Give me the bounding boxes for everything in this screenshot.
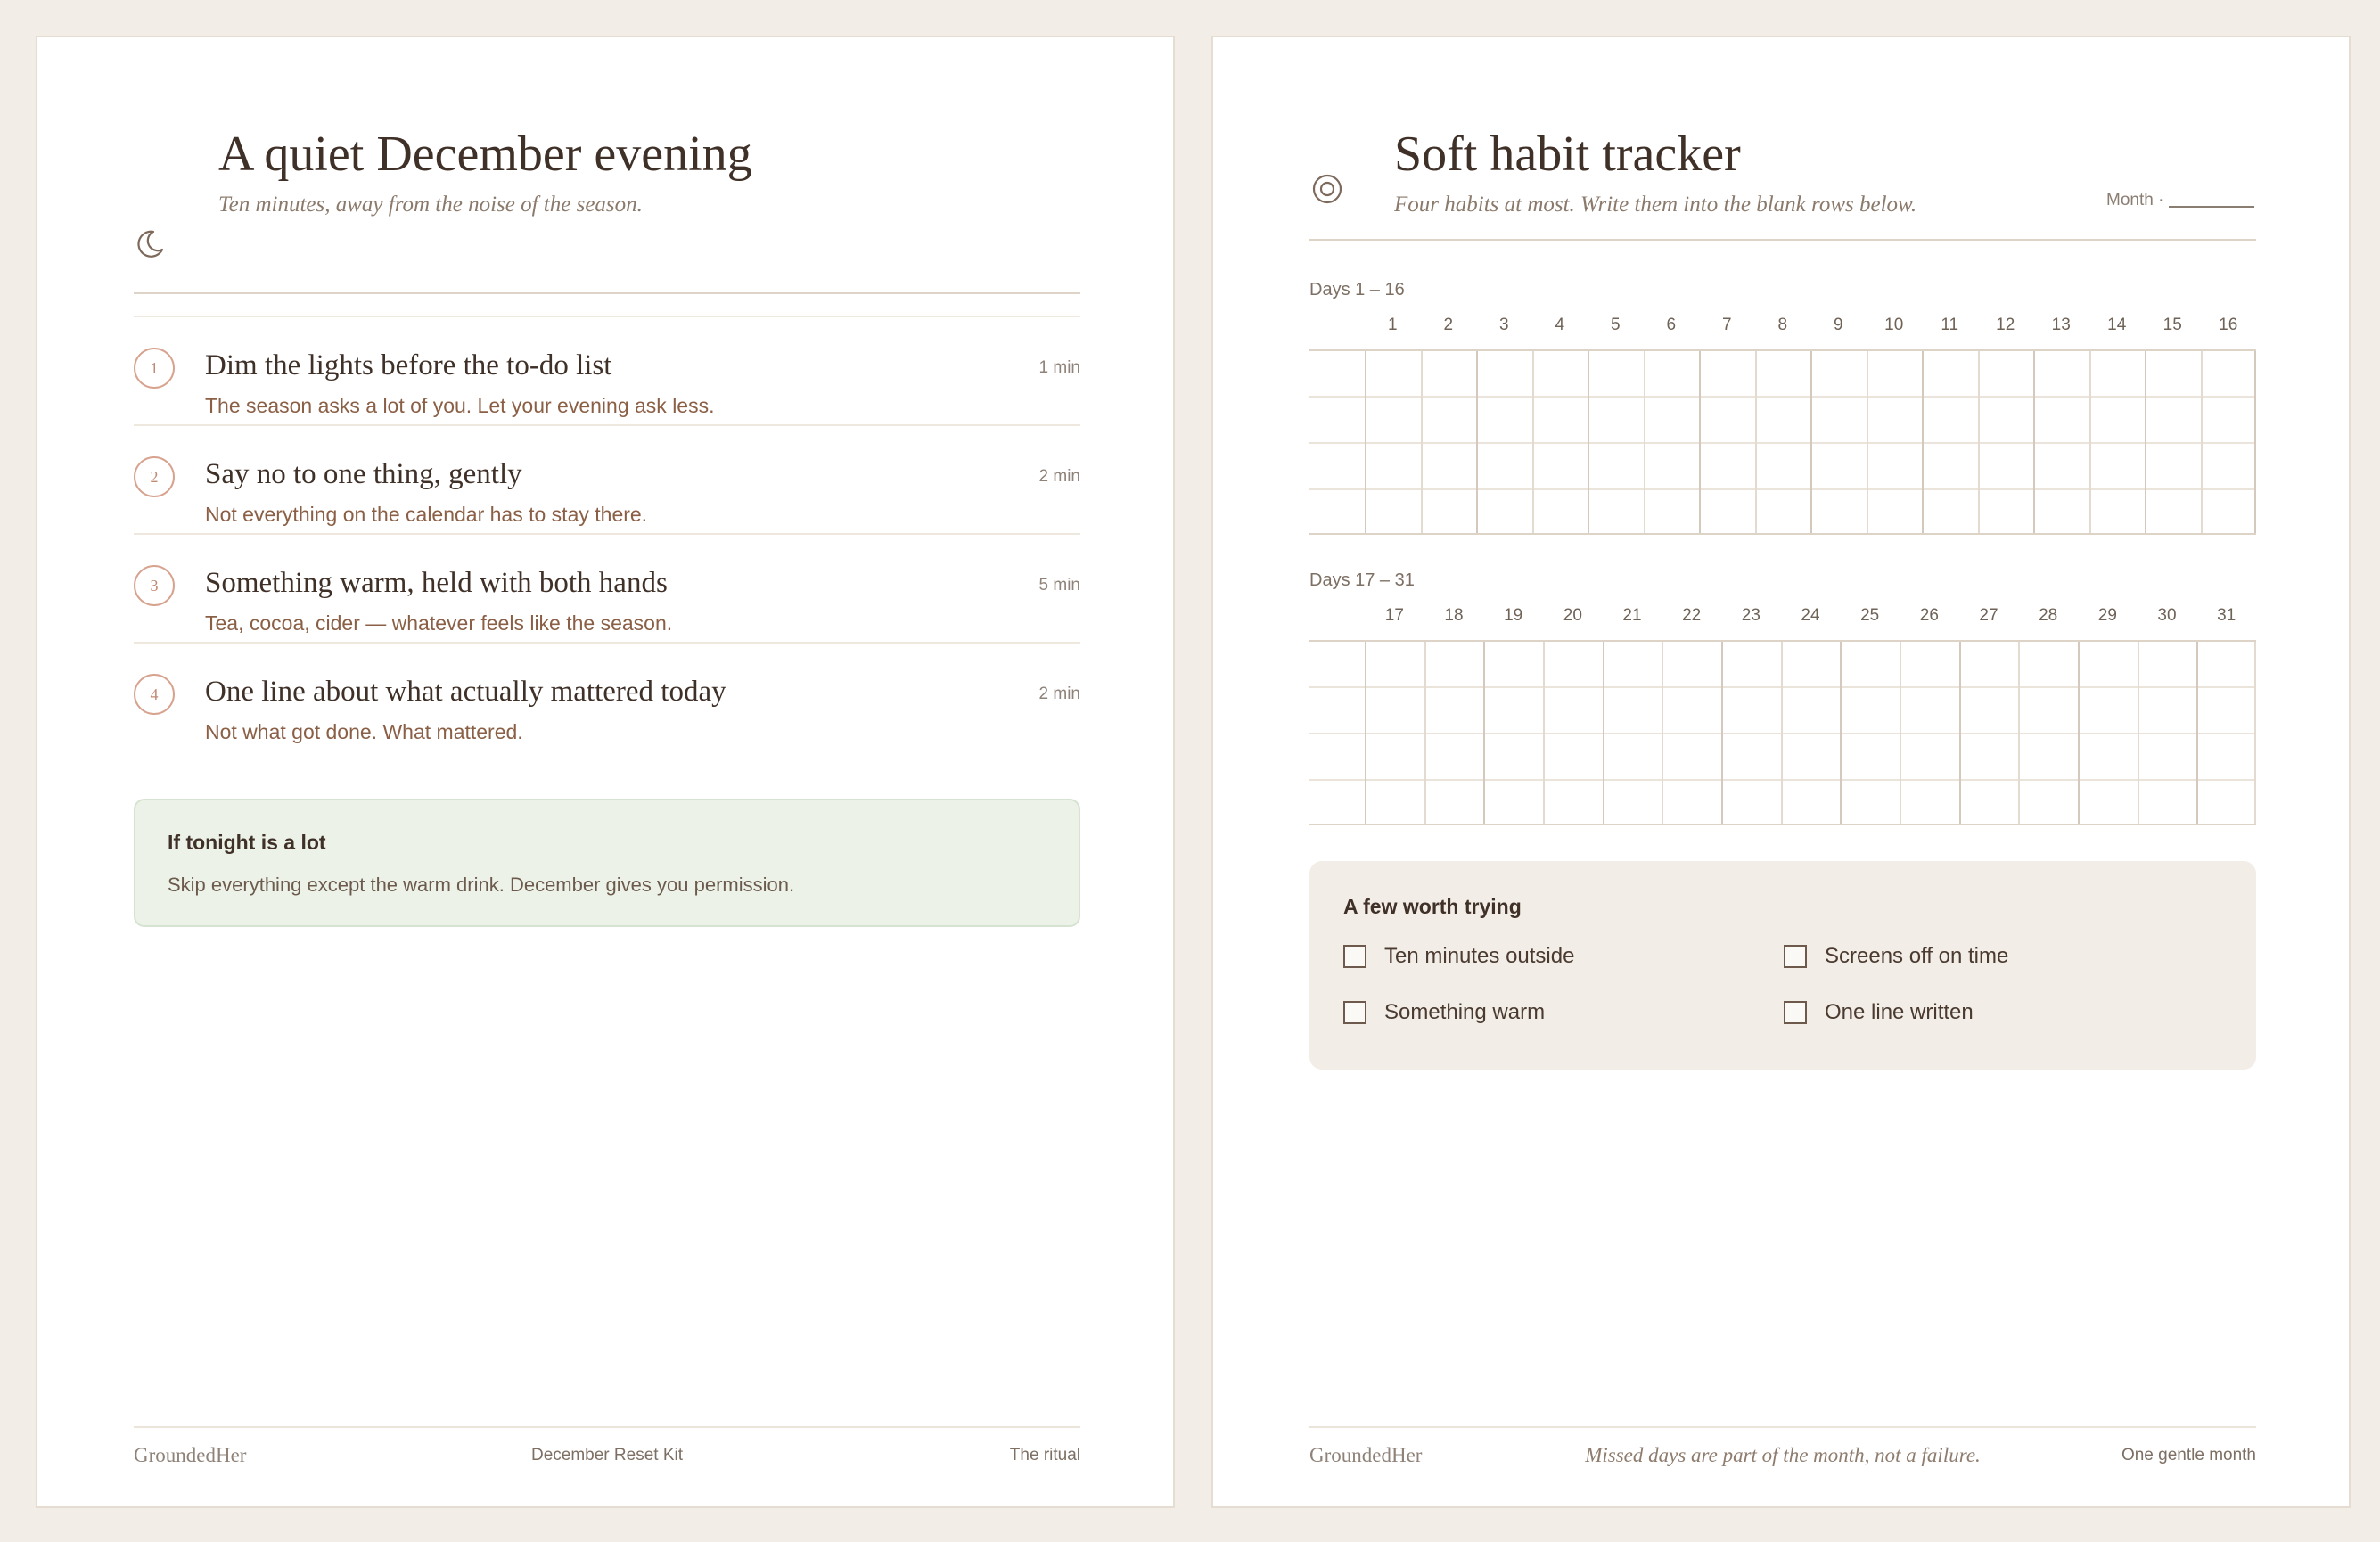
step-description: Tea, cocoa, cider — whatever feels like the season. <box>205 611 673 635</box>
checkbox[interactable] <box>1343 945 1366 968</box>
day-number: 13 <box>2051 316 2071 334</box>
day-number: 7 <box>1721 316 1732 334</box>
suggestion-label: Ten minutes outside <box>1384 944 1575 968</box>
day-number: 18 <box>1444 606 1464 625</box>
ritual-page <box>36 36 1175 1508</box>
day-number: 5 <box>1610 316 1621 334</box>
footer-section-name: One gentle month <box>2121 1446 2256 1464</box>
column-divider <box>1721 642 1723 824</box>
callout-title: If tonight is a lot <box>168 831 326 854</box>
month-write-line[interactable] <box>2169 206 2254 208</box>
step-duration: 2 min <box>1038 685 1080 703</box>
day-number: 31 <box>2217 606 2236 625</box>
step-duration: 2 min <box>1038 467 1080 486</box>
column-divider <box>2196 642 2198 824</box>
footer-note: Missed days are part of the month, not a failure. <box>1585 1444 1981 1466</box>
column-divider <box>1959 642 1961 824</box>
step-number: 2 <box>134 456 175 497</box>
day-number: 20 <box>1563 606 1582 625</box>
row-divider <box>1309 442 2256 444</box>
column-divider <box>2254 351 2256 533</box>
footer-brand: GroundedHer <box>134 1444 247 1466</box>
column-divider <box>1867 351 1868 533</box>
row-divider <box>1309 733 2256 734</box>
day-number: 9 <box>1833 316 1843 334</box>
moon-icon <box>132 226 168 262</box>
column-divider <box>1644 351 1645 533</box>
target-icon <box>1309 171 1345 207</box>
footer-divider <box>134 1426 1080 1428</box>
column-divider <box>1476 351 1478 533</box>
suggestion-checkbox-item[interactable] <box>1343 943 1574 970</box>
day-number: 11 <box>1941 316 1959 334</box>
page-title: Soft habit tracker <box>1394 127 1741 182</box>
row-divider <box>1309 488 2256 490</box>
day-number: 10 <box>1884 316 1904 334</box>
column-divider <box>1365 642 1366 824</box>
column-divider <box>2033 351 2035 533</box>
step-divider <box>134 316 1080 317</box>
footer-brand: GroundedHer <box>1309 1444 1423 1466</box>
suggestions-title: A few worth trying <box>1343 895 1522 918</box>
grid-label: Days 17 – 31 <box>1309 570 1415 590</box>
day-number: 26 <box>1919 606 1939 625</box>
day-number: 27 <box>1979 606 1998 625</box>
column-divider <box>2254 642 2256 824</box>
suggestions-panel <box>1309 861 2256 1070</box>
column-divider <box>2018 642 2020 824</box>
day-number: 1 <box>1387 316 1398 334</box>
step-title: One line about what actually mattered today <box>205 676 726 708</box>
header-divider <box>1309 239 2256 241</box>
column-divider <box>1365 351 1366 533</box>
day-number: 22 <box>1682 606 1702 625</box>
day-number: 4 <box>1555 316 1565 334</box>
ritual-step <box>134 533 1080 642</box>
row-divider <box>1309 396 2256 398</box>
column-divider <box>1699 351 1701 533</box>
column-divider <box>1781 642 1783 824</box>
column-divider <box>2078 642 2080 824</box>
day-number: 3 <box>1498 316 1509 334</box>
day-number: 25 <box>1860 606 1880 625</box>
suggestion-label: Something warm <box>1384 1000 1546 1024</box>
step-divider <box>134 533 1080 535</box>
column-divider <box>1543 642 1545 824</box>
footer-kit-name: December Reset Kit <box>530 1446 683 1464</box>
column-divider <box>1532 351 1534 533</box>
footer-section-name: The ritual <box>1009 1446 1080 1464</box>
step-title: Something warm, held with both hands <box>205 567 668 599</box>
column-divider <box>1840 642 1842 824</box>
checkbox[interactable] <box>1784 945 1807 968</box>
column-divider <box>1810 351 1812 533</box>
day-number: 8 <box>1777 316 1788 334</box>
day-number: 12 <box>1996 316 2015 334</box>
column-divider <box>1603 642 1604 824</box>
day-number: 15 <box>2163 316 2182 334</box>
column-divider <box>2145 351 2146 533</box>
habit-grid-days-17-31 <box>1309 606 2256 865</box>
step-duration: 5 min <box>1038 576 1080 595</box>
day-number: 29 <box>2097 606 2117 625</box>
day-number: 23 <box>1741 606 1760 625</box>
column-divider <box>2089 351 2091 533</box>
habit-grid-cells[interactable] <box>1309 349 2256 535</box>
suggestion-label: One line written <box>1825 1000 1974 1024</box>
row-divider <box>1309 779 2256 781</box>
step-divider <box>134 424 1080 426</box>
step-title: Dim the lights before the to-do list <box>205 349 612 381</box>
footer-divider <box>1309 1426 2256 1428</box>
callout-text: Skip everything except the warm drink. December gives you permission. <box>168 874 795 896</box>
column-divider <box>1900 642 1901 824</box>
ritual-step <box>134 424 1080 533</box>
tonight-callout <box>134 799 1080 927</box>
step-number: 4 <box>134 674 175 715</box>
suggestion-checkbox-item[interactable] <box>1784 999 1974 1026</box>
grid-label: Days 1 – 16 <box>1309 280 1405 299</box>
page-subtitle: Four habits at most. Write them into the blank rows below. <box>1394 193 1917 217</box>
step-number: 3 <box>134 565 175 606</box>
habit-tracker-page <box>1211 36 2351 1508</box>
step-divider <box>134 642 1080 644</box>
column-divider <box>1483 642 1485 824</box>
day-number: 17 <box>1384 606 1404 625</box>
ritual-step <box>134 316 1080 424</box>
suggestion-label: Screens off on time <box>1825 944 2009 968</box>
column-divider <box>1588 351 1589 533</box>
checkbox[interactable] <box>1784 1001 1807 1024</box>
step-description: Not what got done. What mattered. <box>205 720 523 743</box>
habit-grid-days-1-16 <box>1309 316 2256 574</box>
column-divider <box>2138 642 2139 824</box>
page-subtitle: Ten minutes, away from the noise of the season. <box>218 193 643 217</box>
month-label: Month · <box>2106 191 2164 209</box>
column-divider <box>2201 351 2203 533</box>
step-duration: 1 min <box>1038 358 1080 377</box>
ritual-step <box>134 642 1080 750</box>
day-number: 2 <box>1443 316 1454 334</box>
column-divider <box>1755 351 1757 533</box>
day-number: 6 <box>1666 316 1677 334</box>
page-title: A quiet December evening <box>218 127 752 182</box>
suggestion-checkbox-item[interactable] <box>1343 999 1545 1026</box>
day-number: 14 <box>2107 316 2127 334</box>
step-number: 1 <box>134 348 175 389</box>
day-number: 28 <box>2039 606 2058 625</box>
step-description: The season asks a lot of you. Let your evening ask less. <box>205 394 715 417</box>
step-description: Not everything on the calendar has to stay there. <box>205 503 648 526</box>
step-title: Say no to one thing, gently <box>205 458 522 490</box>
column-divider <box>1424 642 1426 824</box>
column-divider <box>1922 351 1924 533</box>
day-number: 30 <box>2157 606 2177 625</box>
row-divider <box>1309 686 2256 688</box>
day-number: 24 <box>1801 606 1820 625</box>
header-divider <box>134 292 1080 294</box>
checkbox[interactable] <box>1343 1001 1366 1024</box>
column-divider <box>1662 642 1663 824</box>
column-divider <box>1978 351 1980 533</box>
day-number: 21 <box>1622 606 1642 625</box>
suggestion-checkbox-item[interactable] <box>1784 943 2008 970</box>
column-divider <box>1421 351 1423 533</box>
day-number: 19 <box>1504 606 1523 625</box>
habit-grid-cells[interactable] <box>1309 640 2256 825</box>
day-number: 16 <box>2219 316 2238 334</box>
